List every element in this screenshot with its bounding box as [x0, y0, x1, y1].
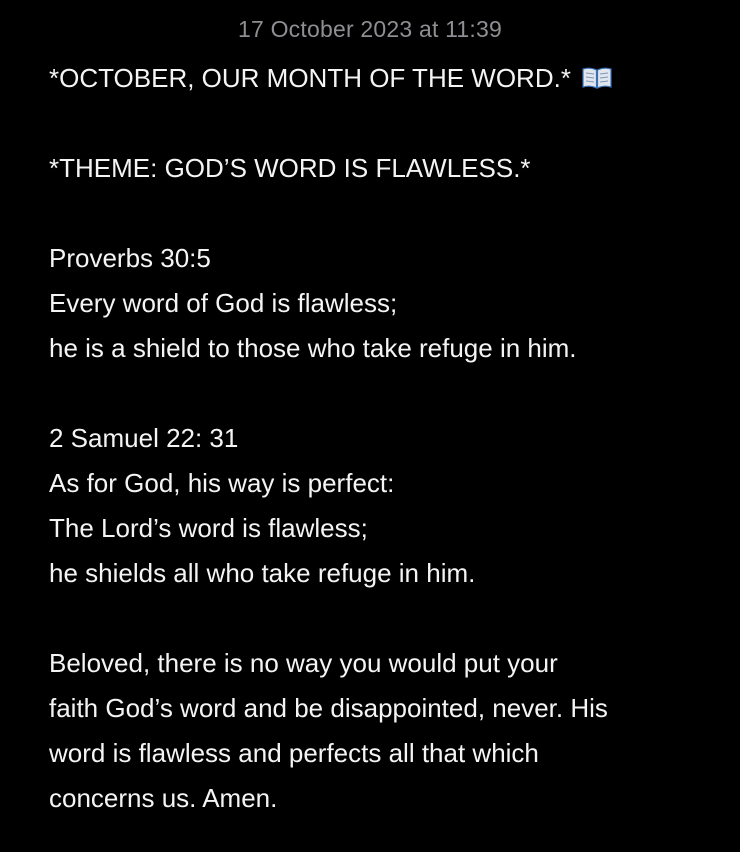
note-body[interactable]	[49, 56, 709, 821]
note-line: he shields all who take refuge in him.	[49, 558, 476, 588]
open-book-icon	[581, 66, 613, 90]
note-line: concerns us. Amen.	[49, 783, 278, 813]
note-line: 2 Samuel 22: 31	[49, 423, 239, 453]
note-line: As for God, his way is perfect:	[49, 468, 395, 498]
blank-line	[49, 191, 709, 236]
note-timestamp: 17 October 2023 at 11:39	[238, 16, 502, 42]
note-line: faith God’s word and be disappointed, never. His	[49, 693, 608, 723]
note-line: Proverbs 30:5	[49, 243, 211, 273]
note-line: Beloved, there is no way you would put your	[49, 648, 558, 678]
note-line: *THEME: GOD’S WORD IS FLAWLESS.*	[49, 153, 531, 183]
note-title-line	[49, 56, 709, 101]
note-line: Every word of God is flawless;	[49, 288, 398, 318]
note-line: he is a shield to those who take refuge in him.	[49, 333, 577, 363]
blank-line	[49, 596, 709, 641]
note-line: *OCTOBER, OUR MONTH OF THE WORD.*	[49, 63, 571, 93]
note-line: The Lord’s word is flawless;	[49, 513, 368, 543]
note-line: word is flawless and perfects all that which	[49, 738, 539, 768]
blank-line	[49, 101, 709, 146]
blank-line	[49, 371, 709, 416]
